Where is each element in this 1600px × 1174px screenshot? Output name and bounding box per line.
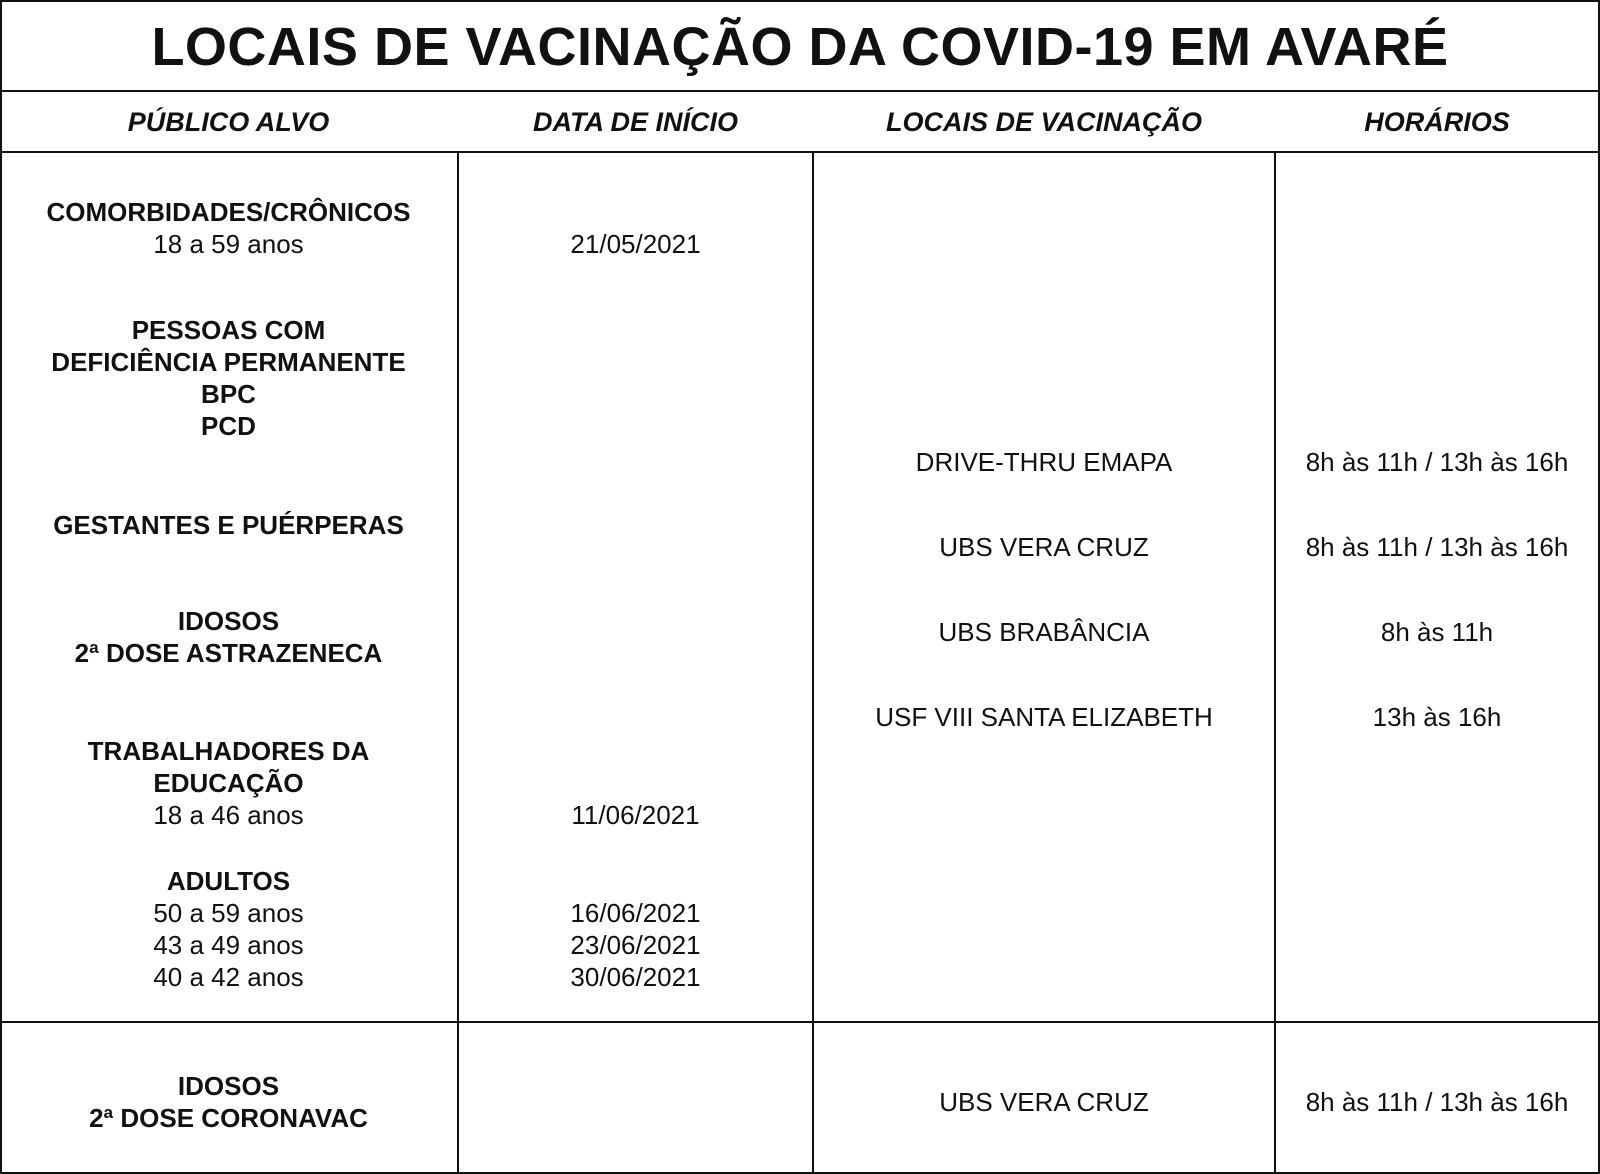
group-adultos-ages-1: 50 a 59 anos — [153, 898, 304, 928]
group-deficiencia-line1: PESSOAS COM — [131, 315, 326, 345]
group-adultos — [0, 865, 457, 993]
col-divider-2 — [812, 151, 814, 1174]
hours-4: 13h às 16h — [1372, 702, 1502, 732]
group-adultos-ages-2: 43 a 49 anos — [153, 930, 304, 960]
group-comorbidades-ages: 18 a 59 anos — [153, 229, 304, 259]
group-educacao-ages: 18 a 46 anos — [153, 800, 304, 830]
border-top — [0, 0, 1600, 2]
coronavac-location: UBS VERA CRUZ — [939, 1087, 1149, 1117]
location-3: UBS BRABÂNCIA — [938, 617, 1150, 647]
date-educacao: 11/06/2021 — [571, 800, 700, 830]
border-left — [0, 0, 2, 1174]
group-comorbidades — [0, 196, 457, 260]
group-educacao — [0, 735, 457, 831]
header-publico-alvo: PÚBLICO ALVO — [127, 107, 330, 137]
group-idosos-az-line1: IDOSOS — [177, 606, 280, 636]
group-adultos-title: ADULTOS — [166, 866, 291, 896]
date-adultos-1: 16/06/2021 — [570, 898, 701, 928]
col-divider-3 — [1274, 151, 1276, 1174]
date-adultos-3: 30/06/2021 — [570, 962, 701, 992]
group-educacao-line1: TRABALHADORES DA — [87, 736, 370, 766]
group-comorbidades-title: COMORBIDADES/CRÔNICOS — [46, 197, 411, 227]
coronavac-line2: 2ª DOSE CORONAVAC — [89, 1103, 368, 1133]
group-educacao-line2: EDUCAÇÃO — [153, 768, 304, 798]
hours-1: 8h às 11h / 13h às 16h — [1305, 447, 1569, 477]
dates-adultos — [459, 897, 812, 993]
hours-3: 8h às 11h — [1380, 617, 1494, 647]
group-deficiencia-line2: DEFICIÊNCIA PERMANENTE — [51, 347, 406, 377]
header-locais: LOCAIS DE VACINAÇÃO — [885, 107, 1202, 137]
coronavac-line1: IDOSOS — [177, 1071, 280, 1101]
date-adultos-2: 23/06/2021 — [570, 930, 701, 960]
group-idosos-astrazeneca — [0, 605, 457, 669]
page-title: LOCAIS DE VACINAÇÃO DA COVID-19 EM AVARÉ — [151, 17, 1449, 77]
location-4: USF VIII SANTA ELIZABETH — [875, 702, 1213, 732]
location-1: DRIVE-THRU EMAPA — [915, 447, 1173, 477]
group-deficiencia-line4: PCD — [201, 411, 256, 441]
group-deficiencia — [0, 314, 457, 442]
group-deficiencia-line3: BPC — [201, 379, 256, 409]
hours-2: 8h às 11h / 13h às 16h — [1305, 532, 1569, 562]
group-gestantes — [0, 509, 457, 541]
group-idosos-az-line2: 2ª DOSE ASTRAZENECA — [74, 638, 383, 668]
header-horarios: HORÁRIOS — [1364, 107, 1510, 137]
group-gestantes-title: GESTANTES E PUÉRPERAS — [53, 510, 404, 540]
location-2: UBS VERA CRUZ — [939, 532, 1149, 562]
group-idosos-coronavac — [0, 1070, 457, 1134]
date-comorbidades: 21/05/2021 — [570, 229, 701, 259]
coronavac-hours: 8h às 11h / 13h às 16h — [1305, 1087, 1569, 1117]
section-divider — [0, 1021, 1600, 1023]
header-data-inicio: DATA DE INÍCIO — [533, 107, 738, 137]
group-adultos-ages-3: 40 a 42 anos — [153, 962, 304, 992]
col-divider-1 — [457, 151, 459, 1174]
